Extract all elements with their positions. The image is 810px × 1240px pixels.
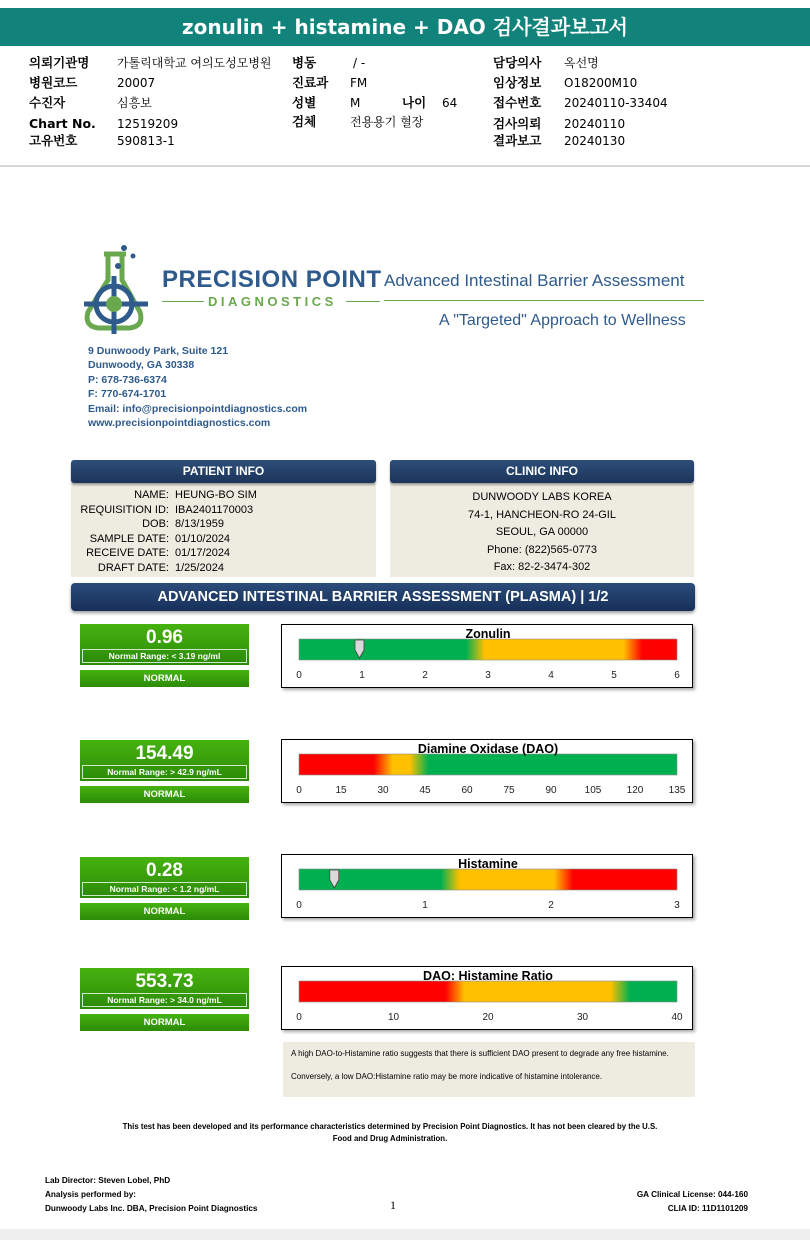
address-line: Dunwoody, GA 30338 — [88, 359, 195, 372]
normal-range: Normal Range: < 3.19 ng/ml — [82, 649, 247, 663]
gauge-tick-label: 20 — [482, 1012, 494, 1023]
lab-director: Lab Director: Steven Lobel, PhD — [45, 1176, 171, 1185]
patient-info-title: PATIENT INFO — [71, 460, 376, 483]
status-badge: NORMAL — [80, 786, 249, 803]
logo-subtitle: DIAGNOSTICS — [208, 294, 337, 309]
analysis-lab: Dunwoody Labs Inc. DBA, Precision Point Diagnostics — [45, 1204, 258, 1213]
email-link[interactable]: Email: info@precisionpointdiagnostics.com — [88, 402, 308, 415]
status-badge: NORMAL — [80, 903, 249, 920]
gauge-tick-label: 120 — [626, 785, 644, 796]
gauge-title: DAO: Histamine Ratio — [423, 969, 553, 983]
website-link[interactable]: www.precisionpointdiagnostics.com — [88, 417, 271, 430]
gauge-color-bar — [299, 754, 677, 775]
patient-field — [71, 561, 257, 576]
field-label: NAME: — [134, 489, 169, 501]
histamine-gauge — [281, 854, 693, 918]
gauge-tick-label: 0 — [296, 670, 302, 681]
tagline: A "Targeted" Approach to Wellness — [439, 312, 686, 329]
status-badge: NORMAL — [80, 1014, 249, 1031]
gauge-tick-label: 15 — [335, 785, 347, 796]
header-value: M — [350, 96, 361, 110]
lab-address — [88, 344, 307, 430]
gauge-tick-label: 30 — [377, 785, 389, 796]
clinic-line: 74-1, HANCHEON-RO 24-GIL — [468, 508, 616, 521]
gauge-tick-label: 2 — [422, 670, 428, 681]
logo-name: PRECISION POINT — [162, 266, 382, 293]
normal-range: Normal Range: < 1.2 ng/mL — [82, 882, 247, 896]
gauge-svg — [282, 967, 694, 1031]
clinic-info-title: CLINIC INFO — [390, 460, 694, 483]
gauge-svg — [282, 855, 694, 919]
address-line: 9 Dunwoody Park, Suite 121 — [88, 345, 229, 357]
clinic-line: DUNWOODY LABS KOREA — [472, 491, 612, 503]
flask-crosshair-logo-icon — [78, 240, 154, 336]
field-value: 01/10/2024 — [175, 532, 231, 545]
result-value-box — [80, 857, 249, 898]
dao-histamine-ratio-gauge — [281, 966, 693, 1030]
result-value: 154.49 — [135, 743, 194, 764]
phone-line: P: 678-736-6374 — [88, 373, 167, 386]
report-title: zonulin + histamine + DAO 검사결과보고서 — [0, 8, 810, 46]
gauge-tick-label: 105 — [584, 785, 602, 796]
gauge-tick-label: 0 — [296, 785, 302, 796]
patient-field — [71, 517, 257, 532]
header-key: Chart No. — [29, 116, 96, 131]
analysis-label: Analysis performed by: — [45, 1190, 136, 1199]
clinic-line: Phone: (822)565-0773 — [486, 543, 598, 556]
gauge-color-bar — [299, 869, 677, 890]
header-value: O18200M10 — [564, 76, 638, 90]
field-label: DRAFT DATE: — [97, 561, 169, 574]
fax-line: F: 770-674-1701 — [88, 388, 167, 401]
clinic-line: Fax: 82-2-3474-302 — [493, 561, 591, 573]
header-value: 가톨릭대학교 여의도성모병원 — [117, 56, 272, 70]
gauge-title: Histamine — [458, 857, 518, 871]
patient-field — [71, 532, 257, 547]
page-number: 1 — [390, 1198, 396, 1212]
header-key: 의뢰기관명 — [29, 55, 90, 70]
disclaimer-line: This test has been developed and its performance characteristics determined by Precision Point Diagnostics. It has not been cleared by the U.S. — [122, 1122, 658, 1131]
product-rule — [384, 300, 704, 301]
field-value: HEUNG-BO SIM — [175, 489, 257, 501]
header-value: 64 — [442, 96, 458, 110]
gauge-tick-label: 1 — [422, 900, 428, 911]
header-value: 20007 — [117, 76, 156, 90]
gauge-tick-label: 40 — [671, 1012, 683, 1023]
header-value: FM — [350, 76, 368, 90]
header-value: 590813-1 — [117, 134, 175, 148]
result-value-box — [80, 740, 249, 781]
page-bottom-band — [0, 1229, 810, 1240]
gauge-title: Diamine Oxidase (DAO) — [417, 742, 559, 756]
clinic-line: SEOUL, GA 00000 — [495, 526, 589, 538]
header-key: 병원코드 — [29, 75, 78, 90]
header-key: 병동 — [292, 55, 317, 70]
logo-rule — [346, 301, 380, 302]
field-value: 1/25/2024 — [175, 561, 224, 574]
header-value: / - — [353, 56, 366, 70]
result-value-box — [80, 624, 249, 665]
gauge-tick-label: 5 — [611, 670, 617, 681]
patient-field — [71, 503, 257, 518]
gauge-color-bar — [299, 981, 677, 1002]
gauge-svg — [282, 740, 694, 804]
field-label: RECEIVE DATE: — [86, 547, 169, 560]
header-value: 12519209 — [117, 117, 179, 131]
result-value: 0.96 — [146, 627, 183, 648]
gauge-tick-label: 90 — [545, 785, 557, 796]
gauge-tick-label: 3 — [674, 900, 680, 911]
header-value: 20240110 — [564, 117, 626, 131]
gauge-tick-label: 1 — [359, 670, 365, 681]
header-key: 고유번호 — [29, 133, 78, 148]
product-name: Advanced Intestinal Barrier Assessment — [384, 271, 685, 290]
header-value: 전용용기 혈장 — [350, 115, 424, 129]
header-key: 접수번호 — [493, 95, 542, 110]
header-key: 나이 — [402, 95, 427, 110]
header-key: 검체 — [292, 114, 317, 129]
header-key: 성별 — [292, 95, 317, 110]
normal-range: Normal Range: > 34.0 ng/mL — [82, 993, 247, 1007]
status-badge: NORMAL — [80, 670, 249, 687]
gauge-tick-label: 3 — [485, 670, 491, 681]
header-value: 옥선명 — [564, 56, 599, 70]
header-value: 20240130 — [564, 134, 626, 148]
zonulin-gauge — [281, 624, 693, 688]
gauge-tick-label: 30 — [576, 1012, 589, 1023]
gauge-tick-label: 45 — [419, 785, 431, 796]
ratio-note — [283, 1042, 695, 1097]
field-label: DOB: — [142, 518, 169, 531]
gauge-tick-label: 4 — [548, 670, 554, 681]
result-value: 0.28 — [146, 860, 183, 881]
clinic-info-lines — [390, 489, 694, 577]
patient-field — [71, 488, 257, 503]
patient-field — [71, 546, 257, 561]
field-value: 8/13/1959 — [175, 518, 224, 531]
header-key: 담당의사 — [493, 55, 542, 70]
logo-rule — [162, 301, 204, 302]
header-key: 임상정보 — [493, 75, 542, 90]
gauge-title: Zonulin — [465, 627, 511, 641]
gauge-tick-label: 0 — [296, 900, 302, 911]
gauge-svg — [282, 625, 694, 689]
disclaimer — [110, 1121, 670, 1145]
gauge-tick-label: 60 — [461, 785, 473, 796]
header-key: 진료과 — [292, 75, 329, 90]
disclaimer-line: Food and Drug Administration. — [332, 1134, 448, 1143]
field-value: IBA2401170003 — [175, 503, 254, 516]
dao-gauge — [281, 739, 693, 803]
clinical-license: GA Clinical License: 044-160 — [636, 1190, 748, 1199]
section-banner: ADVANCED INTESTINAL BARRIER ASSESSMENT (PLASMA) | 1/2 — [71, 583, 695, 611]
note-line: A high DAO-to-Histamine ratio suggests that there is sufficient DAO present to degrade any free histamine. — [291, 1049, 669, 1058]
clia-id: CLIA ID: 11D1101209 — [667, 1204, 748, 1213]
normal-range: Normal Range: > 42.9 ng/mL — [82, 765, 247, 779]
field-label: SAMPLE DATE: — [89, 532, 169, 545]
gauge-tick-label: 2 — [548, 900, 554, 911]
field-value: 01/17/2024 — [175, 547, 231, 560]
header-key: 수진자 — [29, 95, 66, 110]
gauge-tick-label: 75 — [503, 785, 515, 796]
gauge-tick-label: 6 — [674, 670, 680, 681]
header-value: 20240110-33404 — [564, 96, 668, 110]
result-value: 553.73 — [135, 971, 194, 992]
header-divider — [0, 165, 810, 167]
gauge-tick-label: 135 — [668, 785, 686, 796]
gauge-tick-label: 0 — [296, 1012, 302, 1023]
header-key: 검사의뢰 — [493, 116, 542, 131]
footer-right — [637, 1188, 748, 1216]
header-value: 심흥보 — [117, 96, 152, 110]
patient-info-fields — [71, 488, 257, 576]
footer-left — [45, 1174, 257, 1216]
gauge-tick-label: 10 — [387, 1012, 400, 1023]
field-label: REQUISITION ID: — [80, 503, 169, 516]
note-line: Conversely, a low DAO:Histamine ratio may be more indicative of histamine intolerance. — [291, 1071, 603, 1081]
result-value-box — [80, 968, 249, 1009]
header-key: 결과보고 — [493, 133, 542, 148]
